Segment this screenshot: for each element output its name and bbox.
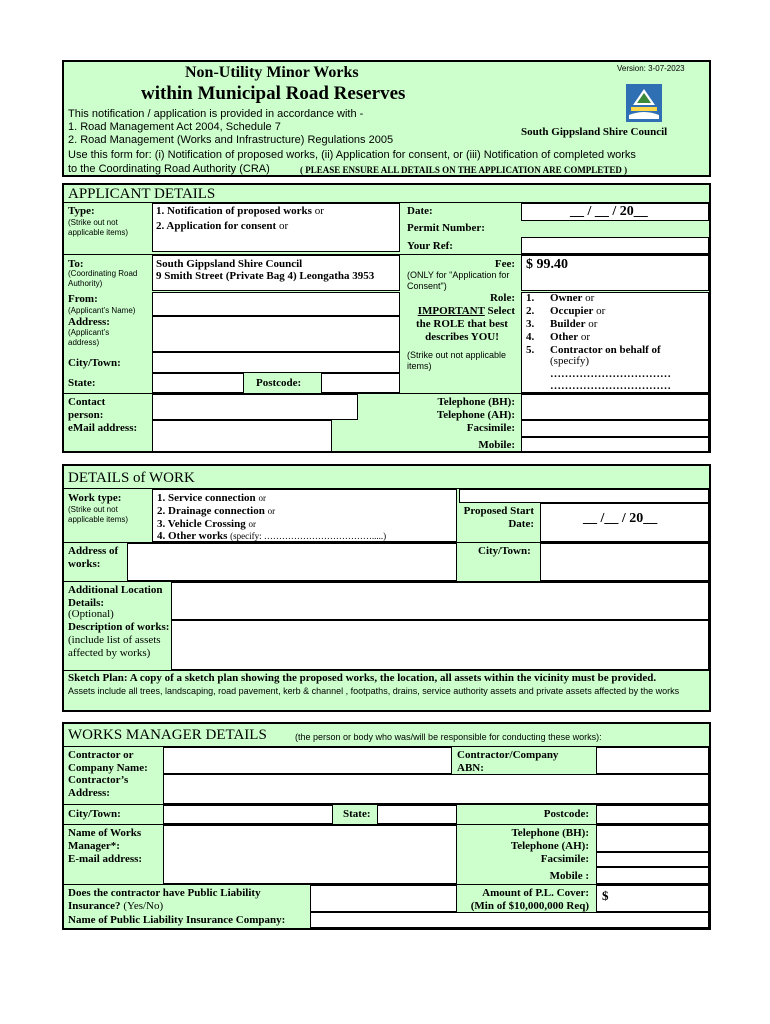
company-label: Contractor or Company Name: (68, 749, 148, 774)
cover-amount-field[interactable] (596, 885, 709, 912)
form-title-line1: Non-Utility Minor Works (185, 64, 359, 81)
ref-field[interactable] (521, 237, 709, 254)
role-label: Role: (489, 292, 515, 304)
ref-label: Your Ref: (407, 240, 453, 252)
date-label: Date: (407, 205, 433, 217)
to-note: (Coordinating Road Authority) (68, 269, 138, 288)
manager-city-field[interactable] (163, 805, 333, 824)
work-city-label: City/Town: (478, 545, 531, 557)
liability-answer-field[interactable] (310, 885, 457, 912)
work-blank-top (459, 489, 709, 503)
to-line-1: South Gippsland Shire Council (156, 258, 303, 270)
postcode-field[interactable] (321, 373, 400, 393)
role-important: IMPORTANT Select (417, 305, 515, 317)
work-option-4[interactable]: 4. Other works (specify: ……………………………….....) (157, 530, 387, 542)
fee-label: Fee: (494, 258, 515, 270)
postcode-label: Postcode: (256, 377, 302, 389)
description-field[interactable] (171, 620, 709, 670)
contractor-address-label: Contractor’s Address: (68, 774, 129, 799)
role-option[interactable]: 4. Other or (526, 331, 591, 343)
tel-bh-label: Telephone (BH): (437, 396, 515, 408)
description-label: Description of works: (include list of assets affected by works) (68, 621, 170, 659)
manager-tel-ah-label: Telephone (AH): (510, 840, 589, 852)
tel-bh-field[interactable] (521, 394, 709, 420)
act-2: 2. Road Management (Works and Infrastructure) Regulations 2005 (68, 134, 394, 146)
state-label: State: (68, 377, 96, 389)
role-option[interactable]: 2. Occupier or (526, 305, 606, 317)
manager-postcode-label: Postcode: (543, 808, 589, 820)
fax-field[interactable] (521, 420, 709, 437)
type-label: Type: (68, 205, 95, 217)
council-name: South Gippsland Shire Council (521, 126, 668, 138)
manager-postcode-field[interactable] (596, 805, 709, 824)
from-note: (Applicant’s Name) (68, 306, 136, 315)
address-field[interactable] (152, 316, 400, 352)
mobile-field[interactable] (521, 437, 709, 452)
address-note: (Applicant’s address) (68, 328, 110, 347)
email-field[interactable] (152, 420, 332, 452)
use-text-2: to the Coordinating Road Authority (CRA) (68, 163, 270, 175)
act-1: 1. Road Management Act 2004, Schedule 7 (68, 121, 281, 133)
role-dots-1: …………………………… (550, 368, 671, 380)
role-note: (Strike out not applicable items) (407, 350, 507, 371)
work-type-note: (Strike out not applicable items) (68, 505, 129, 524)
cover-min-note: (Min of $10,000,000 Req) (470, 900, 589, 912)
sketch-plan-text: Sketch Plan: A copy of a sketch plan showing the proposed works, the location, all assets within the vicinity must be provided. (68, 672, 657, 684)
manager-city-label: City/Town: (68, 808, 121, 820)
manager-tel-bh-label: Telephone (BH): (511, 827, 589, 839)
start-date-label: Proposed Start Date: (463, 505, 534, 530)
date-value: __ / __ / 20__ (570, 204, 648, 219)
fee-note: (ONLY for "Application for Consent") (407, 270, 510, 291)
works-manager-name-label: Name of Works Manager*: (68, 827, 142, 852)
state-field[interactable] (152, 373, 244, 393)
work-address-label: Address of works: (68, 545, 119, 570)
city-label: City/Town: (68, 357, 121, 369)
start-date-value: __ /__ / 20__ (583, 511, 658, 526)
work-option-3[interactable]: 3. Vehicle Crossing or (157, 518, 256, 530)
role-option[interactable]: 5. Contractor on behalf of (526, 344, 661, 356)
use-text-1: Use this form for: (i) Notification of proposed works, (ii) Application for consent, or (iii) Notification of completed works (68, 149, 636, 161)
type-option-1[interactable]: 1. Notification of proposed works or (156, 205, 324, 217)
ensure-complete-note: ( PLEASE ENSURE ALL DETAILS ON THE APPLICATION ARE COMPLETED ) (300, 165, 628, 175)
type-option-2[interactable]: 2. Application for consent or (156, 220, 289, 232)
fee-value: $ 99.40 (526, 257, 568, 272)
manager-mobile-field[interactable] (596, 867, 709, 884)
abn-field[interactable] (596, 747, 709, 774)
applicant-heading: APPLICANT DETAILS (68, 186, 216, 202)
manager-heading: WORKS MANAGER DETAILS (68, 727, 267, 743)
additional-location-optional: (Optional) (68, 608, 114, 620)
mobile-label: Mobile: (478, 439, 515, 451)
role-instruction: the ROLE that best describes YOU! (416, 318, 508, 343)
work-address-field[interactable] (127, 543, 457, 581)
form-title-line2: within Municipal Road Reserves (141, 83, 406, 104)
role-option[interactable]: 3. Builder or (526, 318, 598, 330)
manager-email-label: E-mail address: (68, 853, 143, 865)
manager-state-label: State: (343, 808, 371, 820)
additional-location-label: Additional Location Details: (68, 584, 163, 609)
liability-question: Does the contractor have Public Liability Insurance? (Yes/No) (68, 887, 261, 912)
role-option[interactable]: 1. Owner or (526, 292, 595, 304)
work-type-label: Work type: (68, 492, 122, 504)
additional-location-field[interactable] (171, 582, 709, 620)
cover-label: Amount of P.L. Cover: (482, 887, 589, 899)
intro-text: This notification / application is provided in accordance with - (68, 108, 364, 120)
manager-mobile-label: Mobile : (549, 870, 589, 882)
manager-fax-label: Facsimile: (540, 853, 589, 865)
from-field[interactable] (152, 292, 400, 316)
fax-label: Facsimile: (466, 422, 515, 434)
work-option-2[interactable]: 2. Drainage connection or (157, 505, 276, 517)
from-label: From: (68, 293, 98, 305)
city-field[interactable] (152, 352, 400, 373)
work-option-1[interactable]: 1. Service connection or (157, 492, 266, 504)
work-heading: DETAILS of WORK (68, 470, 195, 486)
version-label: Version: 3-07-2023 (617, 64, 685, 73)
manager-heading-note: (the person or body who was/will be responsible for conducting these works): (295, 732, 602, 742)
work-city-field[interactable] (540, 543, 709, 581)
role-specify: (specify) (550, 355, 590, 367)
abn-label: Contractor/Company ABN: (457, 749, 559, 774)
contact-label: Contact person: (68, 396, 106, 421)
company-field[interactable] (163, 747, 452, 774)
manager-tel-field[interactable] (596, 825, 709, 852)
insurer-field[interactable] (310, 912, 709, 928)
type-note: (Strike out not applicable items) (68, 218, 129, 237)
address-label: Address: (68, 316, 110, 328)
contact-field[interactable] (152, 394, 358, 420)
sketch-plan-note: Assets include all trees, landscaping, road pavement, kerb & channel , footpaths, drains, service authority assets and private assets affected by the works (68, 686, 680, 696)
manager-state-field[interactable] (377, 805, 457, 824)
cover-currency: $ (602, 888, 609, 903)
contractor-address-field[interactable] (163, 774, 709, 804)
permit-label: Permit Number: (407, 222, 485, 234)
tel-ah-label: Telephone (AH): (436, 409, 515, 421)
to-label: To: (68, 258, 84, 270)
manager-fax-field[interactable] (596, 852, 709, 867)
council-logo (625, 83, 663, 123)
works-manager-name-field[interactable] (163, 825, 457, 884)
email-label: eMail address: (68, 422, 138, 434)
insurer-label: Name of Public Liability Insurance Company: (68, 914, 286, 926)
role-dots-2: …………………………… (550, 380, 671, 392)
to-line-2: 9 Smith Street (Private Bag 4) Leongatha 3953 (156, 270, 375, 282)
